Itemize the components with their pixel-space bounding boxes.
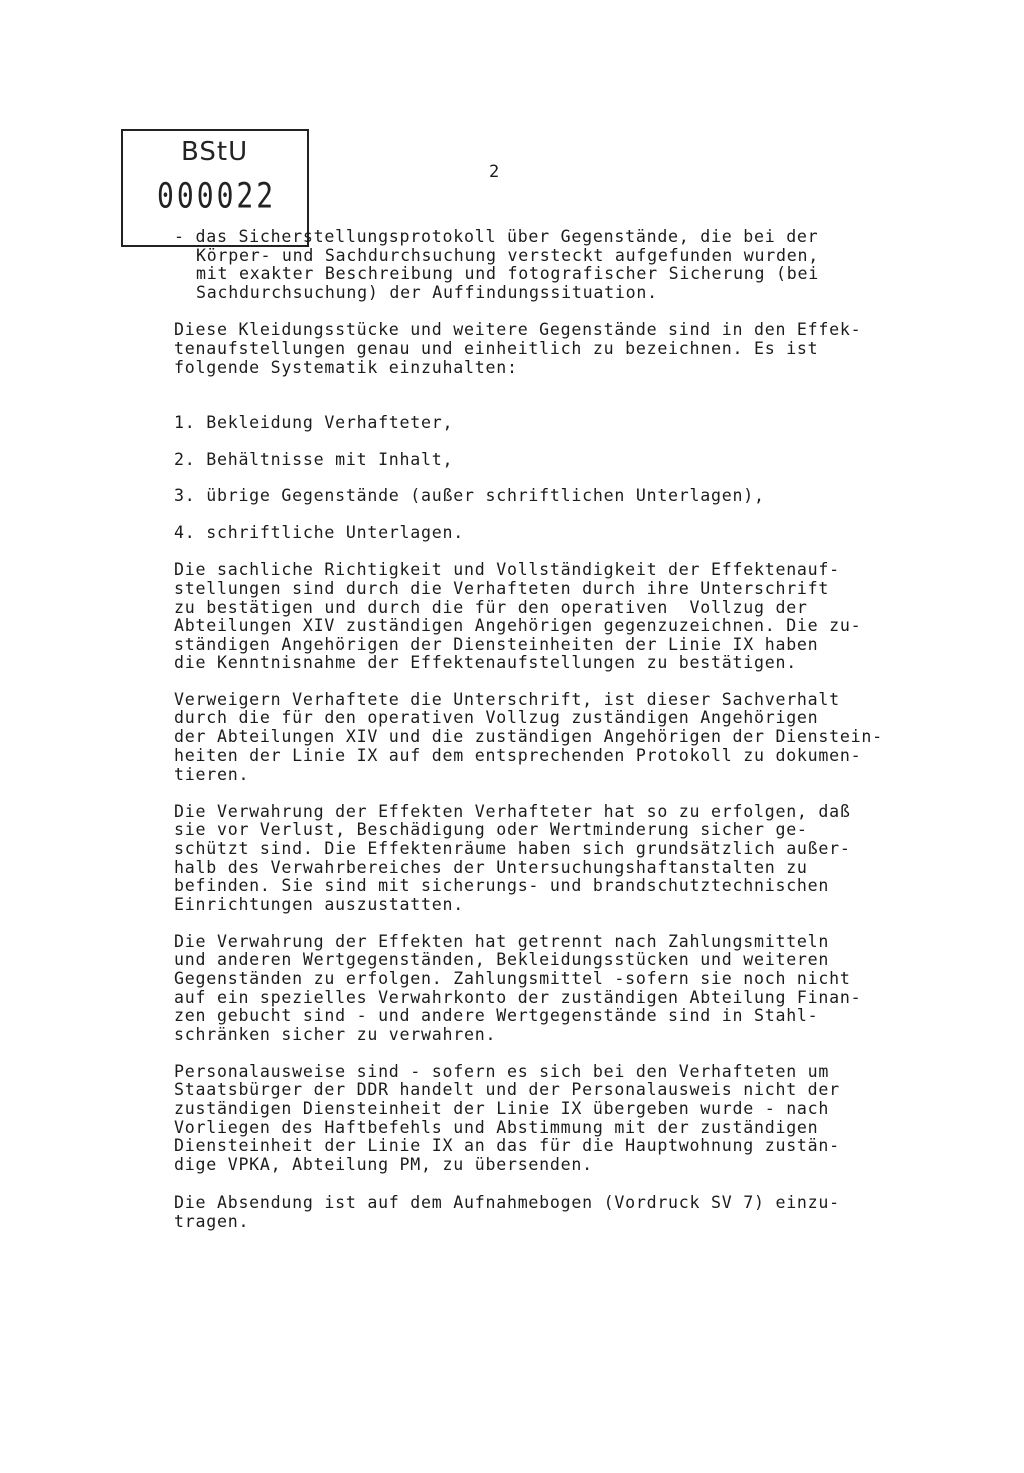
stamp-number: 000022 [157, 175, 277, 217]
paragraph-line: tieren. [174, 765, 250, 784]
paragraph-line: tenaufstellungen genau und einheitlich zu bezeichnen. Es ist [174, 339, 819, 358]
paragraph-line: und anderen Wertgegenständen, Bekleidungsstücken und weiteren [174, 950, 830, 969]
paragraph-line: tragen. [174, 1212, 250, 1231]
paragraph-line: zen gebucht sind - und andere Wertgegenstände sind in Stahl- [174, 1006, 819, 1025]
paragraph-line: sie vor Verlust, Beschädigung oder Wertminderung sicher ge- [174, 820, 808, 839]
list-item: 2. Behältnisse mit Inhalt, [174, 450, 454, 469]
paragraph-line: Die Verwahrung der Effekten Verhafteter hat so zu erfolgen, daß [174, 802, 851, 821]
paragraph-line: Vorliegen des Haftbefehls und Abstimmung mit der zuständigen [174, 1118, 819, 1137]
bullet-line: mit exakter Beschreibung und fotografischer Sicherung (bei [196, 264, 819, 283]
paragraph-line: Gegenständen zu erfolgen. Zahlungsmittel -sofern sie noch nicht [174, 969, 851, 988]
paragraph-line: Diese Kleidungsstücke und weitere Gegenstände sind in den Effek- [174, 320, 862, 339]
list-item: 3. übrige Gegenstände (außer schriftlichen Unterlagen), [174, 486, 765, 505]
paragraph-line: Die Absendung ist auf dem Aufnahmebogen (Vordruck SV 7) einzu- [174, 1193, 840, 1212]
paragraph-line: auf ein spezielles Verwahrkonto der zuständigen Abteilung Finan- [174, 988, 862, 1007]
paragraph-line: ständigen Angehörigen der Diensteinheiten der Linie IX haben [174, 635, 819, 654]
paragraph-line: Die Verwahrung der Effekten hat getrennt nach Zahlungsmitteln [174, 932, 830, 951]
paragraph-line: zu bestätigen und durch die für den operativen Vollzug der [174, 598, 808, 617]
paragraph-line: durch die für den operativen Vollzug zuständigen Angehörigen [174, 708, 819, 727]
paragraph-line: schränken sicher zu verwahren. [174, 1025, 497, 1044]
paragraph-line: halb des Verwahrbereiches der Untersuchungshaftanstalten zu [174, 858, 808, 877]
list-item: 4. schriftliche Unterlagen. [174, 523, 464, 542]
stamp-label: BStU [181, 137, 249, 167]
paragraph-line: Diensteinheit der Linie IX an das für die Hauptwohnung zustän- [174, 1136, 840, 1155]
paragraph-line: Verweigern Verhaftete die Unterschrift, ist dieser Sachverhalt [174, 690, 840, 709]
paragraph-line: der Abteilungen XIV und die zuständigen Angehörigen der Dienstein- [174, 727, 883, 746]
paragraph-line: stellungen sind durch die Verhafteten durch ihre Unterschrift [174, 579, 830, 598]
paragraph-line: Personalausweise sind - sofern es sich bei den Verhafteten um [174, 1062, 830, 1081]
paragraph-line: befinden. Sie sind mit sicherungs- und brandschutztechnischen [174, 876, 830, 895]
bullet-line: - das Sicherstellungsprotokoll über Gegenstände, die bei der [174, 227, 819, 246]
paragraph-line: zuständigen Diensteinheit der Linie IX übergeben wurde - nach [174, 1099, 830, 1118]
paragraph-line: Einrichtungen auszustatten. [174, 895, 464, 914]
paragraph-line: Abteilungen XIV zuständigen Angehörigen gegenzuzeichnen. Die zu- [174, 616, 862, 635]
bullet-line: Sachdurchsuchung) der Auffindungssituation. [196, 283, 658, 302]
paragraph-line: dige VPKA, Abteilung PM, zu übersenden. [174, 1155, 593, 1174]
paragraph-line: Die sachliche Richtigkeit und Vollständigkeit der Effektenauf- [174, 560, 840, 579]
paragraph-line: folgende Systematik einzuhalten: [174, 358, 518, 377]
page-number: 2 [489, 162, 500, 182]
list-item: 1. Bekleidung Verhafteter, [174, 413, 454, 432]
paragraph-line: die Kenntnisnahme der Effektenaufstellungen zu bestätigen. [174, 653, 797, 672]
paragraph-line: heiten der Linie IX auf dem entsprechenden Protokoll zu dokumen- [174, 746, 862, 765]
paragraph-line: schützt sind. Die Effektenräume haben sich grundsätzlich außer- [174, 839, 851, 858]
bullet-line: Körper- und Sachdurchsuchung versteckt aufgefunden wurden, [196, 246, 819, 265]
paragraph-line: Staatsbürger der DDR handelt und der Personalausweis nicht der [174, 1080, 840, 1099]
